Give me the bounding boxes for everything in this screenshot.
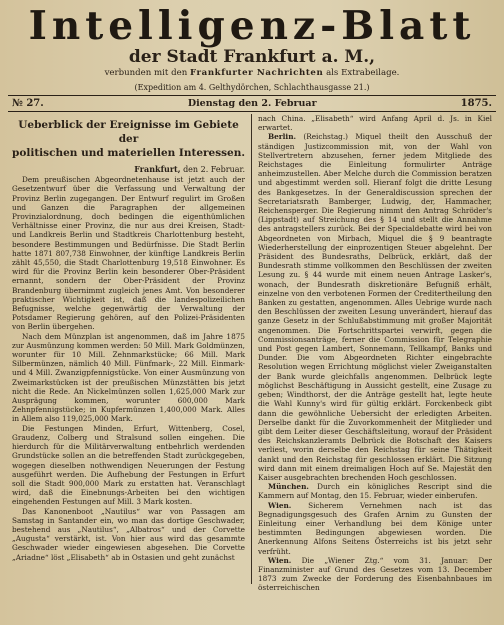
issue-year: 1875.: [460, 98, 492, 109]
expedition-note: (Expedition am 4. Gelthydörchen, Schlachthausgasse 21.): [134, 83, 370, 92]
headline-line-2: politischen und materiellen Interessen.: [12, 147, 246, 159]
subtitle-prefix: verbunden mit den: [104, 68, 188, 78]
paragraph: Nach dem Münzplan ist angenommen, daß im Jahre 1875 zur Ausmünzung kommen werden: 50 Mill. Mark Goldmünzen, worunter für 10 Mill. Zehnmarkstücke; 66 Mill. Mark Silbermünzen, nämlich 40 Mill. Fünfmark-, 22 Mill. Einmark- und 4 Mill. Zwanzigpfennigstücke. Von einer Ausmünzung von Zweimarkstücken ist der preußischen Münzstätten bis jetzt nicht die Rede. An Nickelmünzen sollen 1,625,000 Mark zur Ausprägung kommen, worunter 600,000 Mark Zehnpfennigstücke; in Kupfermünzen 1,400,000 Mark. Alles in Allem also 119,025,000 Mark.: [12, 331, 245, 424]
place-name: Frankfurt,: [134, 164, 181, 174]
paragraph: Dem preußischen Abgeordnetenhause ist jetzt auch der Gesetzentwurf über die Verfassung und Verwaltung der Provinz Berlin zugegangen. Der Entwurf regulirt im Großen und Ganzen die Paragraphen der allgemeinen Provinzialordnung, doch bedingen die eigenthümlichen Verhältnisse einer Provinz, die nur aus drei Kreisen, Stadt- und Landkreis Berlin und Stadtkreis Charlottenburg besteht, besondere Bestimmungen und Bedürfnisse. Die Stadt Berlin hatte 1871 807,738 Einwohner, der künftige Landkreis Berlin zählt 45,550, die Stadt Charlottenburg 19,518 Einwohner. Es wird für die Provinz Berlin kein besonderer Ober-Präsident ernannt, sondern der Ober-Präsident der Provinz Brandenburg übernimmt zugleich jenes Amt. Von besonderer praktischer Wichtigkeit ist, daß die landespolizeilichen Befugnisse, welche gegenwärtig der Verwaltung der Potsdamer Regierung gehören, auf den Polizei-Präsidenten von Berlin übergehen.: [12, 175, 245, 332]
paragraph-text: Die „Wiener Ztg.“ vom 31. Januar: Der Finanzminister auf Grund des Gesetzes vom 13. December 1873 zum Zwecke der Forderung des Eisenbahnbaues im österreichischen: [258, 555, 492, 593]
subtitle-bold: Frankfurter Nachrichten: [189, 68, 324, 78]
paragraph-lead: Wien.: [268, 500, 292, 510]
section-headline: [12, 118, 245, 160]
subtitle-suffix: als Extrabeilage.: [326, 68, 400, 78]
left-column: [6, 114, 252, 584]
paragraph: [258, 501, 492, 556]
paragraph: [258, 132, 492, 482]
paragraph-lead: München.: [268, 482, 309, 492]
paragraph-text: (Reichstag.) Miquel theilt den Ausschuß der ständigen Justizcommission mit, von der Wahl von Stellvertretern abzusehen, ferner jedem Mitgliede des Reichstages die Einleitung formulirter Anträge anheimzustellen. Aber Melche durch die Commission beratzen und abgestimmt werden soll. Hieranf folgt die dritte Lesung des Bankgesetzes. In der Generaldiscussion sprechen der Secretariatsrath Bamberger, Ludwig, der, Hammacher, Reichensperger. Die Regierung nimmt den Antrag Schröder's (Lippstadt) auf Streichung des § 14 und stellt die Annahme des antragstellers zurück. Bei der Specialdebatte wird bei von Abgeordneten von Mirbach, Miquel die § 9 beantragte Wiederherstellung der einprozentigen Steuer abgelehnt. Der Präsident des Bundesraths, Delbrück, erklärt, daß der Bundesrath stimme vollkommen den Beschlüssen der zweiten Lesung zu. § 44 wurde mit einem neuen Antrage Lasker's, wonach, der Bundesrath diskretionäre Befugniß erhält, einzelne von den verbotenen Formen der Creditertheilung den Banken zu gestatten, angenommen. Alles Uebrige wurde nach den Beschlüssen der zweiten Lesung unverändert, hierauf das ganze Gesetz in der Schlußabstimmung mit großer Majorität angenommen. Die Fortschrittspartei verwirft, gegen die Commissionsanträge, ferner die Commission für Telegraphie und Post gegen Lambert, Sonnemann, Tellkampf, Banks und Dunder. Die vom Abgeordneten Richter eingebrachte Resolution wegen Errichtung möglichst vieler Zweiganstalten der Bank wurde gleichfalls angenommen. Delbrück legte möglichst Beschäftigung in Aussicht gestellt, eine Zusage zu geben; Windthorst, der die Anträge gestellt hat, legte heute die Wahl Kunny's wird für gültig erklärt. Forckenbeck gibt dann die gewöhnliche Uebersicht der erledigten Arbeiten. Derselbe dankt für die Zuvorkommenheit der Mitglieder und gibt dem Leiter dieser Geschäftsleitung, worauf der Präsident des Reichskanzleramts Delbrück die Botschaft des Kaisers verliest, worin derselbe den Reichstag für seine Thätigkeit dankt und den Reichstag für geschlossen erklärt. Die Sitzung wird dann mit einem dreimaligen Hoch auf Se. Majestät den Kaiser ausgebrachten brechenden Hoch geschlossen.: [258, 132, 492, 482]
paragraph: Das Kanonenboot „Nautilus“ war von Passagen am Samstag in Santander ein, wo man das dortige Geschwader, bestehend aus „Nautilus“, „Albatros“ und der Corvette „Augusta“ verstärkt, ist. Von hier aus wird das gesammte Geschwader wieder eingewiesen abgesehen. Die Corvette „Ariadne“ löst „Elisabeth“ ab in Ostasien und geht zunächst: [12, 506, 245, 562]
paragraph: [258, 482, 492, 500]
right-column: [252, 114, 498, 593]
paragraph-lead: Wien.: [268, 555, 292, 565]
dateline-place: [12, 165, 245, 174]
paragraph-text: Durch ein königliches Rescript sind die Kammern auf Montag, den 15. Februar, wieder einberufen.: [258, 482, 492, 501]
paragraph-lead: Berlin.: [268, 132, 297, 142]
article-columns: [6, 114, 498, 593]
place-date: den 2. Februar.: [183, 165, 245, 174]
dateline: [6, 96, 498, 110]
issue-number: № 27.: [12, 98, 44, 109]
paragraph: Die Festungen Minden, Erfurt, Wittenberg, Cosel, Graudenz, Colberg und Stralsund sollen eingehen. Die hierdurch für die Militärverwaltung entbehrlich werdenden Grundstücke sollen an die betreffenden Stadt zurückgegeben, wogegen dieselben nothwendigen Neuerungen der Festung ausgeführt werden. Die Aufhebung der Festungen in Erfurt soll die Stadt 900,000 Mark zu erstatten hat. Veranschlagt wird, daß die Einebnungs-Arbeiten bei den wichtigen eingehenden Festungen auf Mill. 3 Mark kosten.: [12, 423, 245, 507]
masthead-subtitle-line: [6, 67, 498, 79]
headline-line-1: Ueberblick der Ereignisse im Gebiete der: [18, 119, 239, 145]
issue-date: Dienstag den 2. Februar: [187, 98, 317, 109]
paragraph: [258, 556, 492, 593]
masthead-subtitle: der Stadt Frankfurt a. M.,: [128, 47, 376, 67]
masthead-title: Intelligenz-Blatt: [28, 3, 476, 49]
bottom-rule: [8, 111, 496, 112]
paragraph-text: Sicherem Vernehmen nach ist das Begnadigungsgesuch des Grafen Arnim zu Gunsten der Einleitung einer Verhandlung bei dem Könige unter bestimmten Bedingungen abgewiesen worden. Die Anerkennung Alfons Seitens Österreichs ist bis jetzt sehr verfrüht.: [258, 500, 492, 556]
continuation-paragraph: nach China. „Elisabeth“ wird Anfang April d. Js. in Kiel erwartet.: [258, 114, 492, 133]
